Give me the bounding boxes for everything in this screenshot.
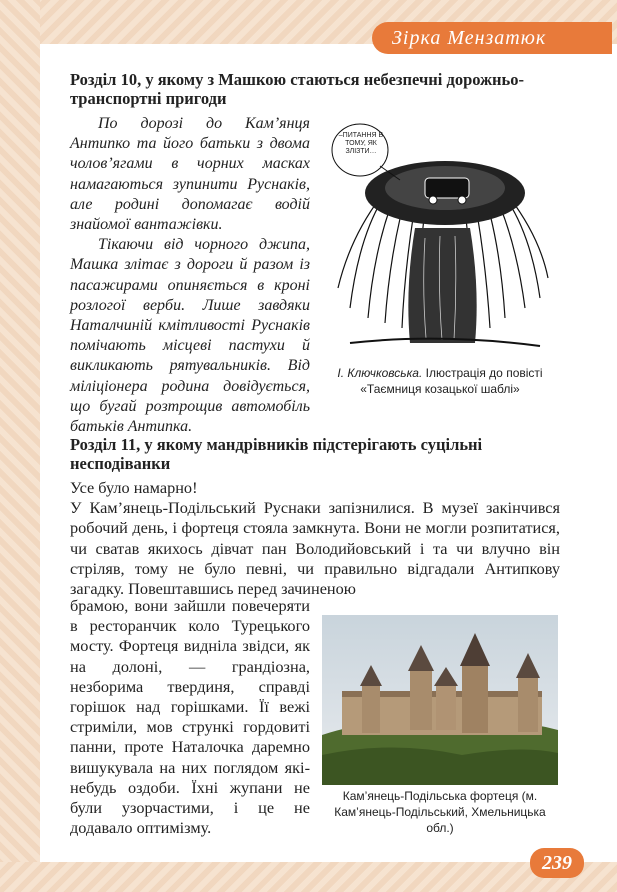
fortress-photo-drawing — [322, 615, 558, 785]
decorative-border-left — [0, 0, 40, 892]
willow-illustration — [330, 118, 550, 358]
caption-text: Ілюстрація до повісті «Таємниця козацької шаблі» — [360, 366, 543, 396]
fortress-photo — [322, 615, 558, 785]
photo-caption: Кам’янець-Подільська фортеця (м. Кам’янець-Подільський, Хмельницька обл.) — [334, 789, 546, 835]
illustration-caption — [322, 365, 558, 397]
page-number: 239 — [530, 848, 584, 878]
paragraph-1: Усе було намарно! — [70, 478, 198, 497]
chapter10-title: Розділ 10, у якому з Машкою стаються небезпечні дорожньо-транспортні пригоди — [70, 70, 525, 108]
speech-bubble-text: –ПИТАННЯ В ТОМУ, ЯК ЗЛІЗТИ… — [338, 132, 384, 155]
summary-paragraph-1: По дорозі до Кам’янця Антипко та його батьки з двома чоловʼягами в чорних масках намагаються зупинити Руснаків, але родині допомагає водій знайомої вантажівки. — [70, 115, 310, 234]
chapter10-summary — [70, 114, 310, 437]
paragraph-2: У Кам’янець-Подільський Руснаки запізнилися. В музеї закінчився робочий день, і фортеця стояла замкнута. Вони не могли розпитатися, чи сватав якихось дівчат пан Володийовський і та чи влучно він стріляв, тому не було певні, чи правильно відгадали Антипкову загадку. Повештавшись перед зачиненою — [70, 498, 560, 599]
decorative-border-bottom — [0, 862, 617, 892]
chapter11-title: Розділ 11, у якому мандрівників підстерігають суцільні несподіванки — [70, 435, 483, 473]
paragraph-3: брамою, вони зайшли повечеряти в ресторанчик коло Турецького мосту. Фортеця видніла звідси, як на долоні, — грандіозна, незборима твердиня, справді горішок над горішками. Її вежі стриміли, мов стрункі гордовиті панни, проте Наталочка даремно вишукувала на них поглядом які-небудь оздоби. Їхні жупани не були узорчастими, і це не додавало оптимізму. — [70, 596, 310, 838]
author-header: Зірка Мензатюк — [372, 22, 612, 54]
caption-author: І. Ключковська. — [337, 366, 423, 380]
chapter11-text-top — [70, 478, 560, 599]
summary-paragraph-2: Тікаючи від чорного джипа, Машка злітає з дороги й разом із пасажирами опиняється в кроні розлогої верби. Лише завдяки Наталчиній кмітливості Руснаків помічають місцеві пастухи й викликають рятувальників. Від міліціонера родина довідується, що бугай розтрощив автомобіль батьків Антипка. — [70, 236, 310, 436]
